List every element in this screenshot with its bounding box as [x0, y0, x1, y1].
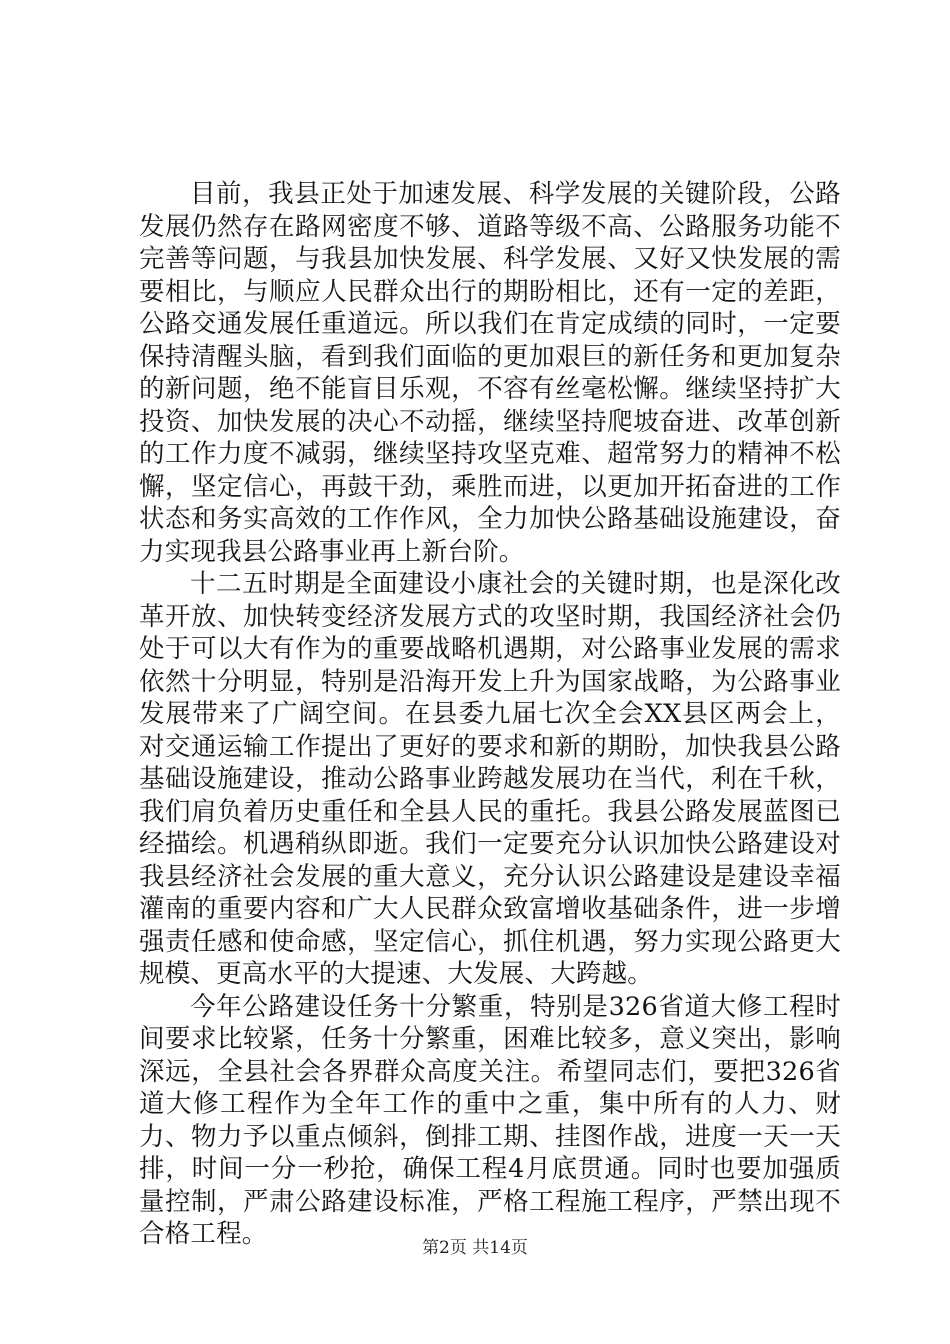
document-body: [139, 178, 841, 1251]
paragraph: 十二五时期是全面建设小康社会的关键时期，也是深化改革开放、加快转变经济发展方式的攻坚时期，我国经济社会仍处于可以大有作为的重要战略机遇期，对公路事业发展的需求依然十分明显，特别是沿海开发上升为国家战略，为公路事业发展带来了广阔空间。在县委九届七次全会XX县区两会上，对交通运输工作提出了更好的要求和新的期盼，加快我县公路基础设施建设，推动公路事业跨越发展功在当代，利在千秋，我们肩负着历史重任和全县人民的重托。我县公路发展蓝图已经描绘。机遇稍纵即逝。我们一定要充分认识加快公路建设对我县经济社会发展的重大意义，充分认识公路建设是建设幸福灌南的重要内容和广大人民群众致富增收基础条件，进一步增强责任感和使命感，坚定信心，抓住机遇，努力实现公路更大规模、更高水平的大提速、大发展、大跨越。: [139, 569, 841, 989]
paragraph: 今年公路建设任务十分繁重，特别是326省道大修工程时间要求比较紧，任务十分繁重，困难比较多，意义突出，影响深远，全县社会各界群众高度关注。希望同志们，要把326省道大修工程作为全年工作的重中之重，集中所有的人力、财力、物力予以重点倾斜，倒排工期、挂图作战，进度一天一天排，时间一分一秒抢，确保工程4月底贯通。同时也要加强质量控制，严肃公路建设标准，严格工程施工程序，严禁出现不合格工程。: [139, 991, 841, 1249]
paragraph: 目前，我县正处于加速发展、科学发展的关键阶段，公路发展仍然存在路网密度不够、道路等级不高、公路服务功能不完善等问题，与我县加快发展、科学发展、又好又快发展的需要相比，与顺应人民群众出行的期盼相比，还有一定的差距，公路交通发展任重道远。所以我们在肯定成绩的同时，一定要保持清醒头脑，看到我们面临的更加艰巨的新任务和更加复杂的新问题，绝不能盲目乐观，不容有丝毫松懈。继续坚持扩大投资、加快发展的决心不动摇，继续坚持爬坡奋进、改革创新的工作力度不减弱，继续坚持攻坚克难、超常努力的精神不松懈，坚定信心，再鼓干劲，乘胜而进，以更加开拓奋进的工作状态和务实高效的工作作风，全力加快公路基础设施建设，奋力实现我县公路事业再上新台阶。: [139, 179, 841, 567]
page-number-footer: 第2页 共14页: [422, 1238, 528, 1258]
